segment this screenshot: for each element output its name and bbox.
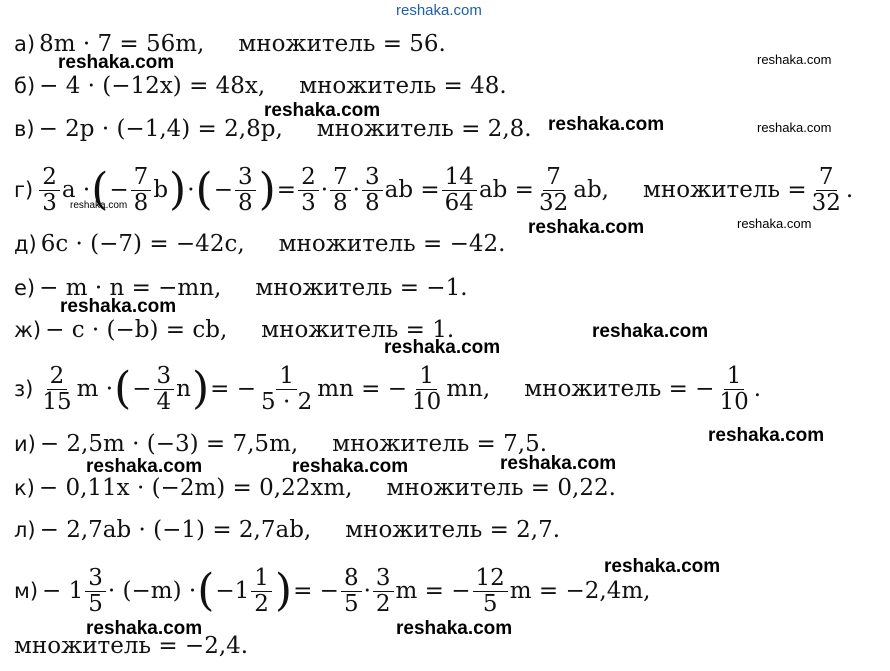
fraction: $\frac{3}{4}$ (154, 364, 175, 413)
line-z: з) $\frac{2}{15}$ m · ( − $\frac{3}{4}$ n ) = − $\frac{1}{5 \cdot 2}$ mn = − $\frac{1}{10}$ mn, множитель = − $\frac{1}{10}$ . (14, 363, 762, 415)
expression: − 2p · (−1,4) = 2,8p, (38, 116, 283, 142)
variable: a · (61, 177, 91, 203)
fraction: $\frac{7}{8}$ (330, 165, 351, 214)
line-l (14, 510, 560, 550)
multiplier: множитель = −42. (278, 231, 506, 257)
multiplier: множитель = −1. (255, 275, 468, 301)
fraction: $\frac{3}{8}$ (235, 165, 256, 214)
fraction: $\frac{3}{5}$ (85, 566, 106, 615)
expression: 8m · 7 = 56m, (39, 31, 205, 57)
fraction: $\frac{1}{5 \cdot 2}$ (261, 363, 313, 415)
expression: − c · (−b) = cb, (45, 317, 228, 343)
item-label: б) (14, 74, 36, 98)
item-label: д) (14, 232, 37, 256)
line-g: г) $\frac{2}{3}$ a · ( − $\frac{7}{8}$ b ) · ( − $\frac{3}{8}$ ) = $\frac{2}{3}$ · $\frac{7}{8}$ · $\frac{3}{8}$ ab = $\frac{14}{64}$ ab = $\frac{7}{32}$ ab, множитель = $\frac{7}{32}$ . (14, 164, 854, 216)
item-label: м) (14, 579, 39, 603)
line-d (14, 224, 505, 264)
fraction: $\frac{14}{64}$ (442, 165, 477, 214)
item-label: а) (14, 32, 36, 56)
watermark: reshaka.com (384, 337, 501, 358)
item-label: е) (14, 276, 36, 300)
expression: − 0,11x · (−2m) = 0,22xm, (38, 475, 353, 501)
fraction: $\frac{7}{32}$ (538, 164, 569, 216)
item-label: ж) (14, 318, 42, 342)
watermark: reshaka.com (757, 120, 832, 135)
watermark: reshaka.com (592, 321, 709, 342)
multiplier: множитель = 56. (238, 31, 446, 57)
expression: − 4 · (−12x) = 48x, (39, 73, 266, 99)
fraction: $\frac{2}{3}$ (39, 165, 60, 214)
expression: − 2,5m · (−3) = 7,5m, (39, 431, 299, 457)
line-m: м) − 1 $\frac{3}{5}$ · (−m) · ( −1 $\frac{1}{2}$ ) = − $\frac{8}{5}$ · $\frac{3}{2}$ m = − $\frac{12}{5}$ m = −2,4m, (14, 565, 651, 617)
expression: − m · n = −mn, (39, 275, 222, 301)
fraction: $\frac{2}{15}$ (42, 363, 72, 415)
multiplier: множитель = 2,7. (345, 517, 561, 543)
watermark: reshaka.com (757, 52, 832, 67)
fraction: $\frac{7}{8}$ (131, 165, 152, 214)
fraction: $\frac{1}{10}$ (412, 363, 442, 415)
fraction: $\frac{3}{2}$ (373, 566, 394, 615)
multiplier: множитель = (643, 177, 807, 203)
multiplier: множитель = 7,5. (332, 431, 548, 457)
watermark: reshaka.com (70, 200, 128, 211)
item-label: и) (14, 432, 36, 456)
multiplier: множитель = 1. (261, 317, 455, 343)
variable: b (153, 177, 169, 203)
multiplier: множитель = 48. (299, 73, 507, 99)
fraction: $\frac{8}{5}$ (341, 566, 362, 615)
item-label: в) (14, 117, 35, 141)
watermark: reshaka.com (528, 217, 645, 238)
item-label: к) (14, 476, 35, 500)
fraction: $\frac{1}{10}$ (719, 363, 749, 415)
watermark: reshaka.com (737, 216, 812, 231)
watermark: reshaka.com (396, 618, 513, 639)
top-watermark[interactable]: reshaka.com (396, 2, 482, 19)
watermark: reshaka.com (264, 100, 381, 121)
watermark: reshaka.com (548, 114, 665, 135)
fraction: $\frac{3}{8}$ (362, 165, 383, 214)
multiplier: множитель = 0,22. (386, 475, 616, 501)
expression: − 2,7ab · (−1) = 2,7ab, (39, 517, 312, 543)
watermark: reshaka.com (500, 453, 617, 474)
watermark: reshaka.com (292, 456, 409, 477)
fraction: $\frac{1}{2}$ (251, 566, 272, 615)
watermark: reshaka.com (58, 52, 175, 73)
fraction: $\frac{2}{3}$ (298, 165, 319, 214)
multiplier: множитель = −2,4. (14, 633, 249, 659)
item-label: г) (14, 178, 34, 202)
watermark: reshaka.com (708, 425, 825, 446)
watermark: reshaka.com (604, 556, 721, 577)
item-label: з) (14, 377, 34, 401)
watermark: reshaka.com (60, 296, 177, 317)
fraction: $\frac{7}{32}$ (811, 164, 841, 216)
fraction: $\frac{12}{5}$ (473, 566, 508, 615)
watermark: reshaka.com (86, 456, 203, 477)
watermark: reshaka.com (86, 618, 203, 639)
item-label: л) (14, 518, 36, 542)
multiplier: множитель = − (524, 376, 715, 402)
expression: 6c · (−7) = −42c, (40, 231, 245, 257)
multiplier: множитель = 2,8. (316, 116, 532, 142)
